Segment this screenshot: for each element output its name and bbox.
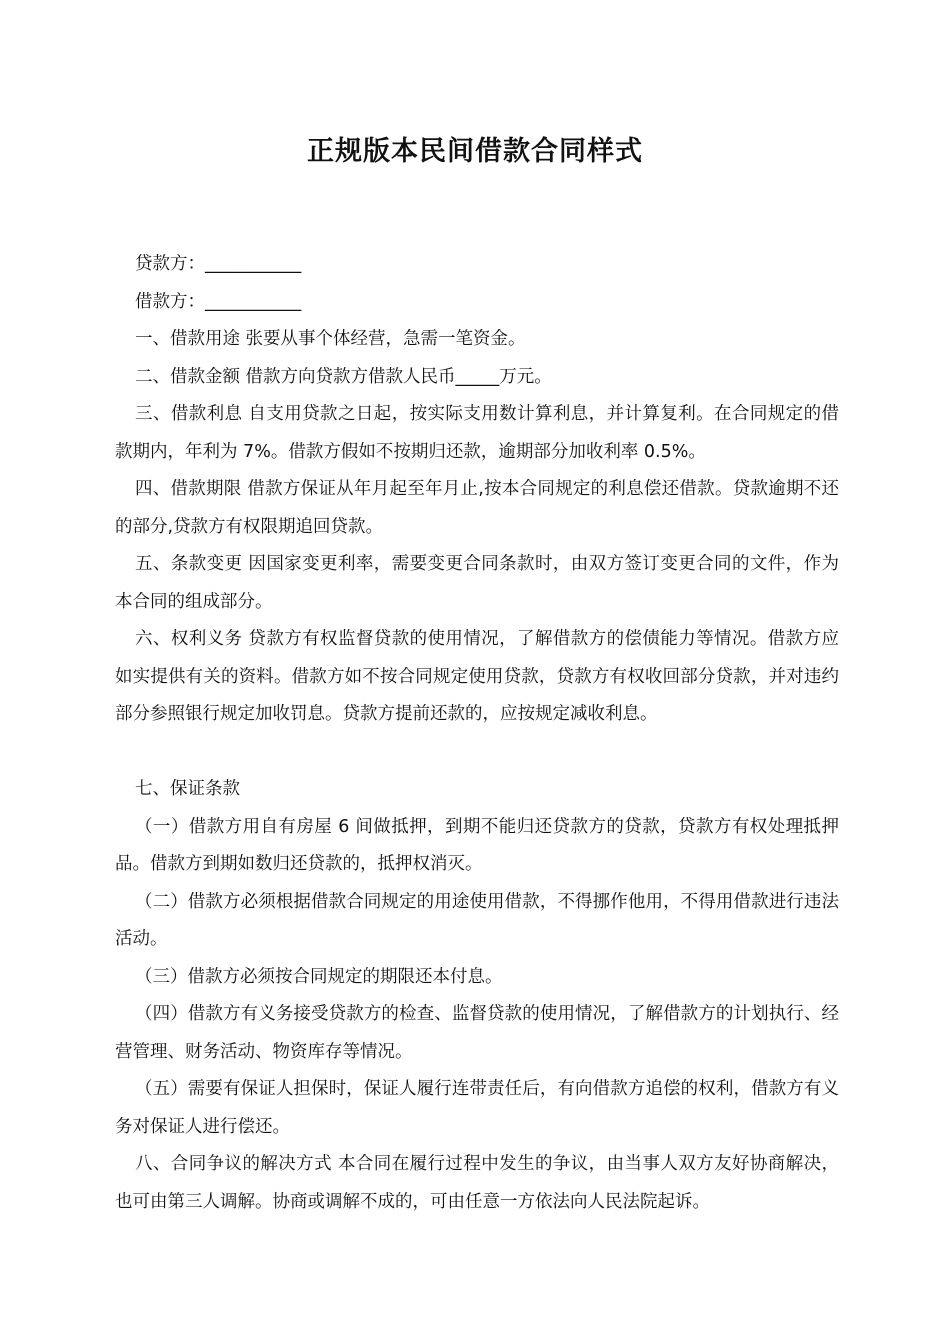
guarantee-item-3: （三）借款方必须按合同规定的期限还本付息。 (135, 966, 503, 987)
clause-guarantee-heading: 七、保证条款 (135, 779, 240, 799)
guarantee-item-5: （五）需要有保证人担保时，保证人履行连带责任后，有向借款方追偿的权利，借款方有义务对保证人进行偿还。 (115, 1079, 839, 1137)
document-body (115, 246, 839, 1221)
guarantee-item-2: （二）借款方必须根据借款合同规定的用途使用借款，不得挪作他用，不得用借款进行违法活动。 (115, 891, 839, 949)
guarantee-item-4: （四）借款方有义务接受贷款方的检查、监督贷款的使用情况，了解借款方的计划执行、经营管理、财务活动、物资库存等情况。 (115, 1004, 839, 1062)
clause-purpose: 一、借款用途 张要从事个体经营，急需一笔资金。 (135, 329, 526, 349)
clause-rights: 六、权利义务 贷款方有权监督贷款的使用情况，了解借款方的偿债能力等情况。借款方应如实提供有关的资料。借款方如不按合同规定使用贷款，贷款方有权收回部分贷款，并对违约部分参照银行规定加收罚息。贷款方提前还款的，应按规定减收利息。 (115, 629, 839, 724)
borrower-line: 借款方：___________ (135, 291, 302, 312)
clause-disputes: 八、合同争议的解决方式 本合同在履行过程中发生的争议，由当事人双方友好协商解决，也可由第三人调解。协商或调解不成的，可由任意一方依法向人民法院起诉。 (115, 1154, 839, 1212)
clause-interest: 三、借款利息 自支用贷款之日起，按实际支用数计算利息，并计算复利。在合同规定的借款期内，年利为 7%。借款方假如不按期归还款，逾期部分加收利率 0.5%。 (115, 404, 839, 462)
clause-amount: 二、借款金额 借款方向贷款方借款人民币_____万元。 (135, 366, 552, 387)
lender-line: 贷款方：___________ (135, 254, 302, 274)
clause-term: 四、借款期限 借款方保证从年月起至年月止,按本合同规定的利息偿还借款。贷款逾期不还的部分,贷款方有权限期追回贷款。 (115, 479, 839, 537)
document-title: 正规版本民间借款合同样式 (307, 136, 643, 167)
guarantee-item-1: （一）借款方用自有房屋 6 间做抵押，到期不能归还贷款方的贷款，贷款方有权处理抵押品。借款方到期如数归还贷款的，抵押权消灭。 (115, 816, 839, 874)
clause-changes: 五、条款变更 因国家变更利率，需要变更合同条款时，由双方签订变更合同的文件，作为本合同的组成部分。 (115, 554, 839, 612)
paragraph-spacer (115, 734, 839, 772)
